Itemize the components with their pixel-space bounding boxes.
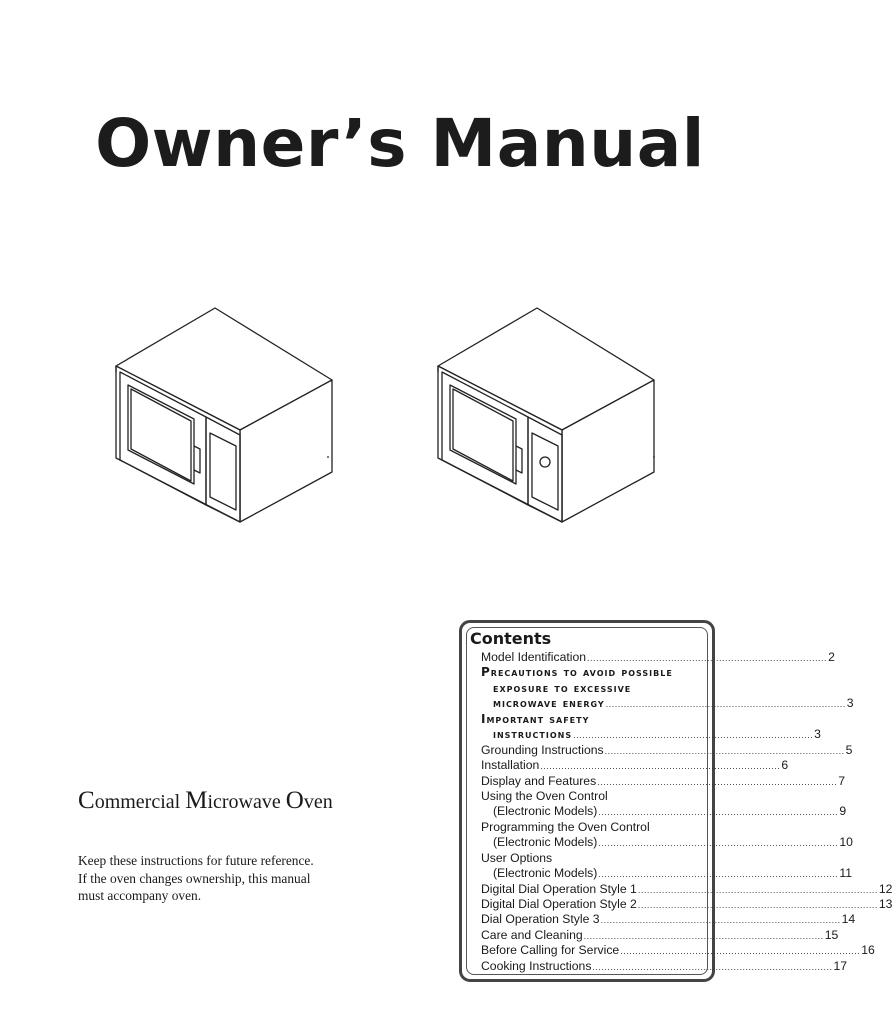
- contents-entry-page: 5: [845, 742, 853, 757]
- contents-entry-label: Cooking Instructions: [481, 958, 592, 973]
- subtitle-initial: C: [78, 787, 95, 814]
- contents-entry-label: (Electronic Models): [493, 866, 598, 881]
- contents-leader-dots: ................................................................................: [604, 745, 845, 756]
- subtitle-initial: O: [285, 787, 304, 814]
- contents-entry-label: instructions: [493, 727, 573, 742]
- contents-entry-label: Using the Oven Control: [481, 788, 608, 803]
- contents-entry-label: exposure to excessive: [493, 680, 632, 695]
- contents-entry-label: Care and Cleaning: [481, 927, 583, 942]
- microwave-oven-dial-illustration: [432, 300, 662, 535]
- contents-leader-dots: ................................................................................: [592, 961, 833, 972]
- page-title: Owner’s Manual: [95, 105, 705, 182]
- contents-entry: [481, 789, 701, 804]
- contents-title: Contents: [470, 629, 552, 648]
- contents-entry-page: 10: [839, 835, 853, 850]
- contents-entry-label: microwave energy: [493, 696, 605, 711]
- subtitle-word: ven: [303, 791, 333, 813]
- contents-entry: [481, 742, 853, 758]
- table-of-contents: [481, 650, 892, 974]
- contents-entry-page: 9: [839, 804, 847, 819]
- contents-entry: [481, 866, 853, 881]
- note-line: Keep these instructions for future reference.: [78, 853, 314, 868]
- contents-leader-dots: ................................................................................: [597, 776, 838, 787]
- contents-entry-label: Grounding Instructions: [481, 742, 604, 757]
- contents-entry-label: Before Calling for Service: [481, 943, 620, 958]
- contents-entry: [481, 958, 848, 974]
- contents-entry-label: (Electronic Models): [493, 835, 598, 850]
- contents-entry: [481, 773, 845, 789]
- contents-leader-dots: ................................................................................: [573, 730, 814, 741]
- contents-entry-label: Digital Dial Operation Style 2: [481, 897, 637, 911]
- contents-leader-dots: ................................................................................: [598, 838, 839, 849]
- contents-leader-dots: ................................................................................: [637, 884, 878, 895]
- contents-entry: [481, 758, 789, 773]
- note-line: must accompany oven.: [78, 888, 202, 903]
- contents-entry: [481, 835, 853, 850]
- contents-leader-dots: ................................................................................: [598, 807, 839, 818]
- contents-entry-page: 7: [838, 773, 845, 788]
- contents-entry-label: Model Identification: [481, 650, 587, 664]
- contents-entry: [481, 943, 875, 958]
- subtitle-initial: M: [185, 787, 208, 814]
- contents-entry-page: 11: [839, 866, 853, 881]
- contents-entry: [481, 665, 701, 680]
- contents-entry-label: Display and Features: [481, 773, 597, 788]
- contents-entry-page: 3: [846, 696, 854, 711]
- contents-entry: [481, 927, 839, 943]
- contents-entry-label: User Options: [481, 850, 553, 865]
- contents-entry: [481, 681, 701, 696]
- contents-entry: [481, 897, 892, 912]
- contents-entry-page: 14: [841, 912, 856, 927]
- instruction-note: [78, 852, 398, 905]
- contents-entry-label: Precautions to avoid possible: [481, 665, 673, 680]
- subtitle-word: ommercial: [94, 791, 186, 813]
- contents-entry: [481, 727, 821, 742]
- contents-leader-dots: ................................................................................: [620, 946, 861, 957]
- contents-entry-page: 16: [861, 943, 875, 958]
- contents-entry: [481, 696, 854, 711]
- contents-leader-dots: ................................................................................: [637, 900, 878, 910]
- contents-entry-page: 17: [833, 958, 848, 973]
- contents-entry-label: Dial Operation Style 3: [481, 912, 600, 927]
- contents-entry: [481, 804, 847, 819]
- contents-leader-dots: ................................................................................: [583, 930, 824, 941]
- note-line: If the oven changes ownership, this manual: [78, 870, 311, 886]
- contents-entry-page: 12: [878, 881, 892, 896]
- contents-entry: [481, 881, 892, 897]
- contents-leader-dots: ................................................................................: [540, 761, 781, 772]
- contents-entry-page: 13: [878, 897, 892, 911]
- contents-entry-page: 3: [814, 727, 821, 742]
- contents-entry-label: Installation: [481, 758, 540, 773]
- product-subtitle: [78, 787, 333, 815]
- contents-entry-page: 15: [824, 927, 839, 942]
- contents-entry-label: (Electronic Models): [493, 804, 598, 819]
- contents-entry: [481, 712, 701, 727]
- contents-entry-page: 2: [828, 650, 835, 664]
- contents-entry: [481, 650, 835, 665]
- microwave-oven-keypad-illustration: [110, 300, 340, 535]
- contents-leader-dots: ................................................................................: [600, 915, 841, 926]
- contents-entry-label: Programming the Oven Control: [481, 819, 650, 834]
- contents-entry: [481, 851, 701, 866]
- contents-entry: [481, 912, 856, 927]
- contents-leader-dots: ................................................................................: [598, 869, 839, 880]
- contents-leader-dots: ................................................................................: [605, 699, 846, 710]
- contents-entry-page: 6: [781, 758, 789, 773]
- contents-leader-dots: ................................................................................: [587, 653, 828, 663]
- subtitle-word: icrowave: [207, 791, 286, 813]
- contents-entry-label: Digital Dial Operation Style 1: [481, 881, 637, 896]
- contents-entry-label: Important safety: [481, 711, 590, 726]
- contents-entry: [481, 820, 701, 835]
